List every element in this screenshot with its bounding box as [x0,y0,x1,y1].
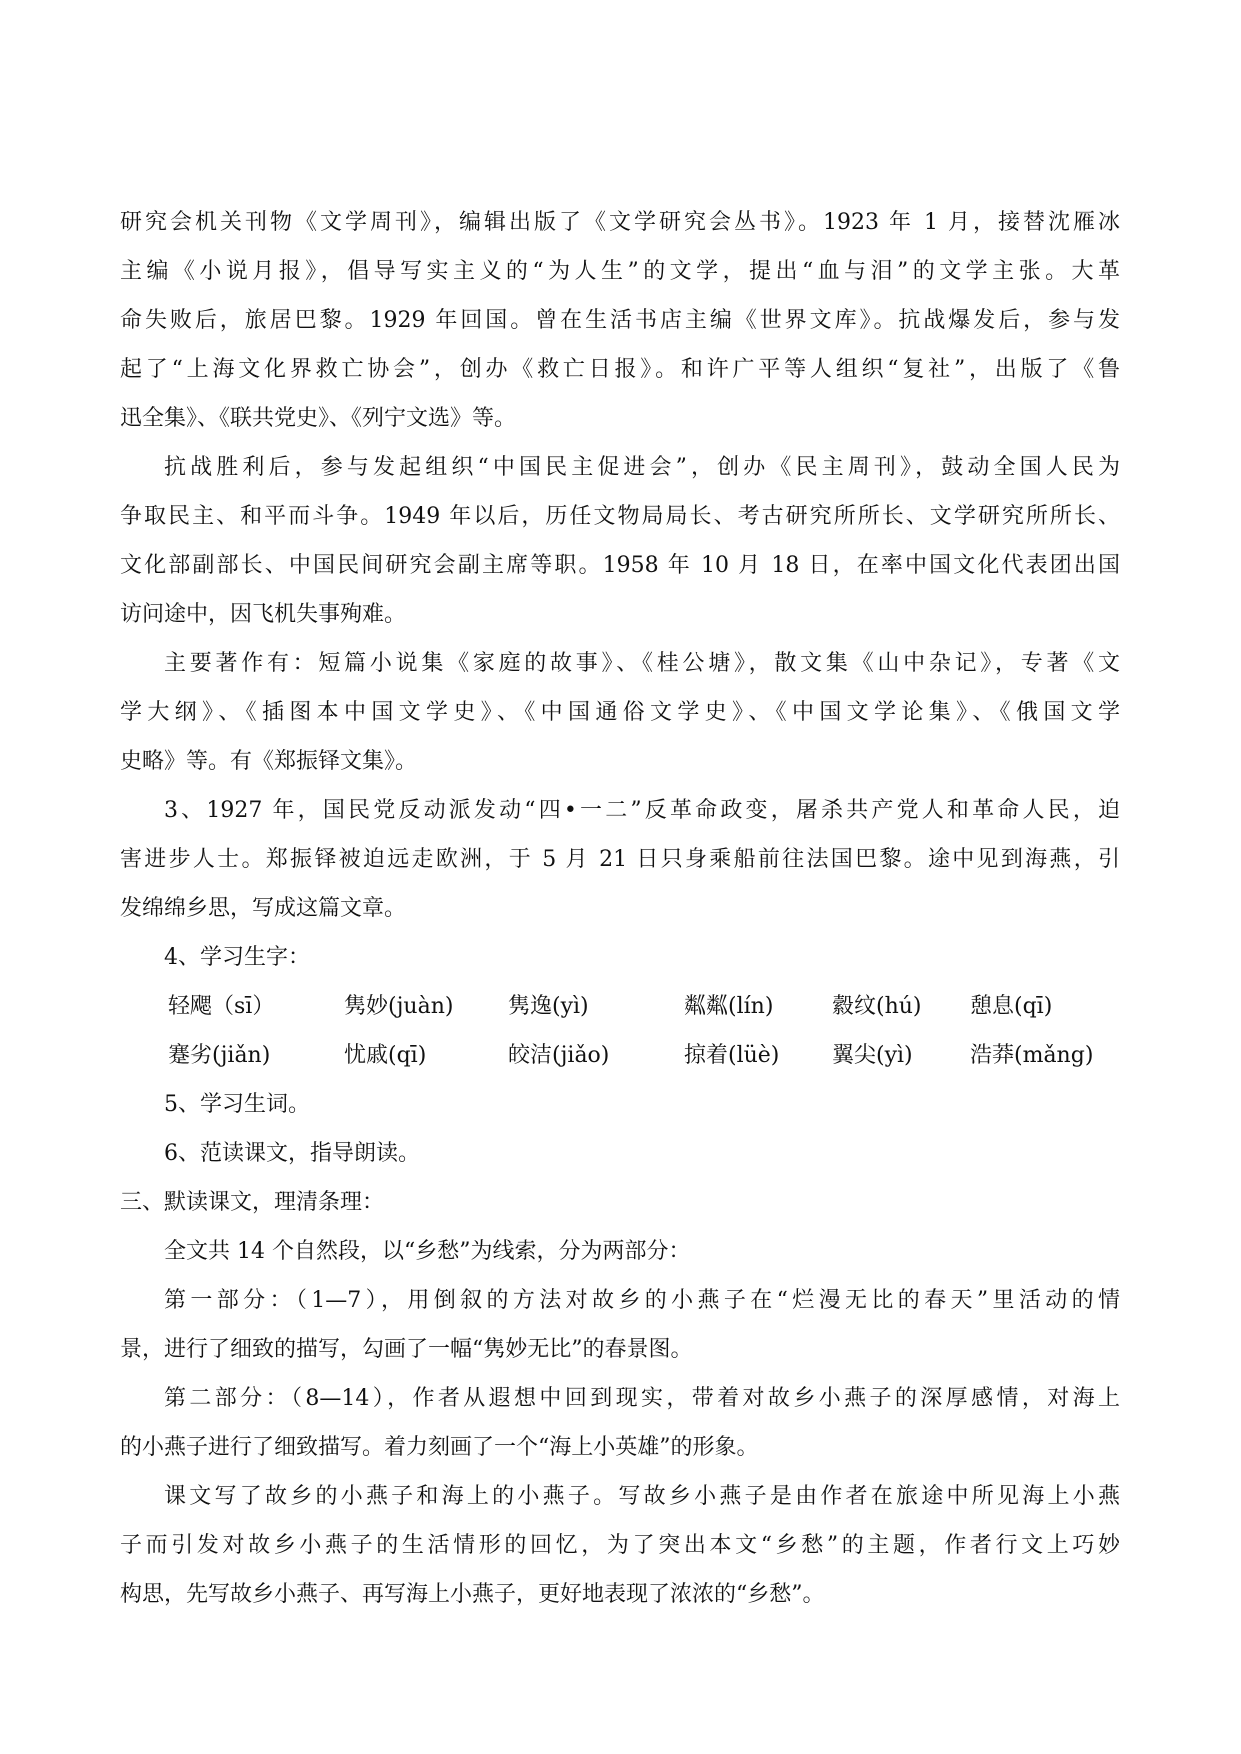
paragraph-line: 课文写了故乡的小燕子和海上的小燕子。写故乡小燕子是由作者在旅途中所见海上小燕 [164,1484,1120,1509]
paragraph-line: 命失败后，旅居巴黎。1929 年回国。曾在生活书店主编《世界文库》。抗战爆发后，参与发 [120,308,1120,333]
vocab-word: 縠纹(hú) [832,994,922,1019]
paragraph-line: 研究会机关刊物《文学周刊》，编辑出版了《文学研究会丛书》。1923 年 1 月，接替沈雁冰 [120,210,1120,235]
vocab-word: 忧戚(qī) [344,1043,427,1068]
paragraph-line: 三、默读课文，理清条理： [120,1190,385,1215]
paragraph-line: 3、1927 年，国民党反动派发动“四•一二”反革命政变，屠杀共产党人和革命人民，迫 [164,798,1120,823]
paragraph-line: 第二部分：（8—14），作者从遐想中回到现实，带着对故乡小燕子的深厚感情，对海上 [164,1386,1120,1411]
paragraph-line: 的小燕子进行了细致描写。着力刻画了一个“海上小英雄”的形象。 [120,1435,759,1460]
vocab-word: 憩息(qī) [970,994,1053,1019]
paragraph-line: 4、学习生字： [164,945,310,970]
paragraph-line: 访问途中，因飞机失事殉难。 [120,602,407,627]
vocab-word: 轻飔（sī） [168,994,275,1019]
vocab-word: 翼尖(yì) [832,1043,913,1068]
paragraph-line: 主要著作有：短篇小说集《家庭的故事》、《桂公塘》，散文集《山中杂记》，专著《文 [164,651,1120,676]
paragraph-line: 主编《小说月报》，倡导写实主义的“为人生”的文学，提出“血与泪”的文学主张。大革 [120,259,1120,284]
document-body [120,198,1120,1619]
paragraph-line: 子而引发对故乡小燕子的生活情形的回忆，为了突出本文“乡愁”的主题，作者行文上巧妙 [120,1533,1120,1558]
vocab-word: 隽逸(yì) [508,994,589,1019]
vocab-word: 蹇劣(jiǎn) [168,1043,271,1068]
paragraph-line: 全文共 14 个自然段，以“乡愁”为线索，分为两部分： [164,1239,691,1264]
paragraph-line: 5、学习生词。 [164,1092,310,1117]
paragraph-line: 学大纲》、《插图本中国文学史》、《中国通俗文学史》、《中国文学论集》、《俄国文学 [120,700,1120,725]
paragraph-line: 发绵绵乡思，写成这篇文章。 [120,896,407,921]
paragraph-line: 史略》等。有《郑振铎文集》。 [120,749,418,774]
paragraph-line: 第一部分：（1—7），用倒叙的方法对故乡的小燕子在“烂漫无比的春天”里活动的情 [164,1288,1120,1313]
vocab-word: 粼粼(lín) [684,994,774,1019]
vocab-row [120,982,1120,1031]
paragraph-line: 争取民主、和平而斗争。1949 年以后，历任文物局局长、考古研究所所长、文学研究所所长、 [120,504,1120,529]
paragraph-line: 迅全集》、《联共党史》、《列宁文选》等。 [120,406,517,431]
paragraph-line: 6、范读课文，指导朗读。 [164,1141,420,1166]
paragraph-line: 文化部副部长、中国民间研究会副主席等职。1958 年 10 月 18 日，在率中国文化代表团出国 [120,553,1120,578]
paragraph-line: 抗战胜利后，参与发起组织“中国民主促进会”，创办《民主周刊》，鼓动全国人民为 [164,455,1120,480]
paragraph-line: 景，进行了细致的描写，勾画了一幅“隽妙无比”的春景图。 [120,1337,693,1362]
paragraph-line: 害进步人士。郑振铎被迫远走欧洲，于 5 月 21 日只身乘船前往法国巴黎。途中见到海燕，引 [120,847,1120,872]
paragraph-line: 起了“上海文化界救亡协会”，创办《救亡日报》。和许广平等人组织“复社”，出版了《鲁 [120,357,1120,382]
vocab-row [120,1031,1120,1080]
vocab-word: 皎洁(jiǎo) [508,1043,610,1068]
paragraph-line: 构思，先写故乡小燕子、再写海上小燕子，更好地表现了浓浓的“乡愁”。 [120,1582,825,1607]
vocab-word: 掠着(lüè) [684,1043,780,1068]
vocab-word: 浩莽(mǎng) [970,1043,1094,1068]
vocab-word: 隽妙(juàn) [344,994,454,1019]
